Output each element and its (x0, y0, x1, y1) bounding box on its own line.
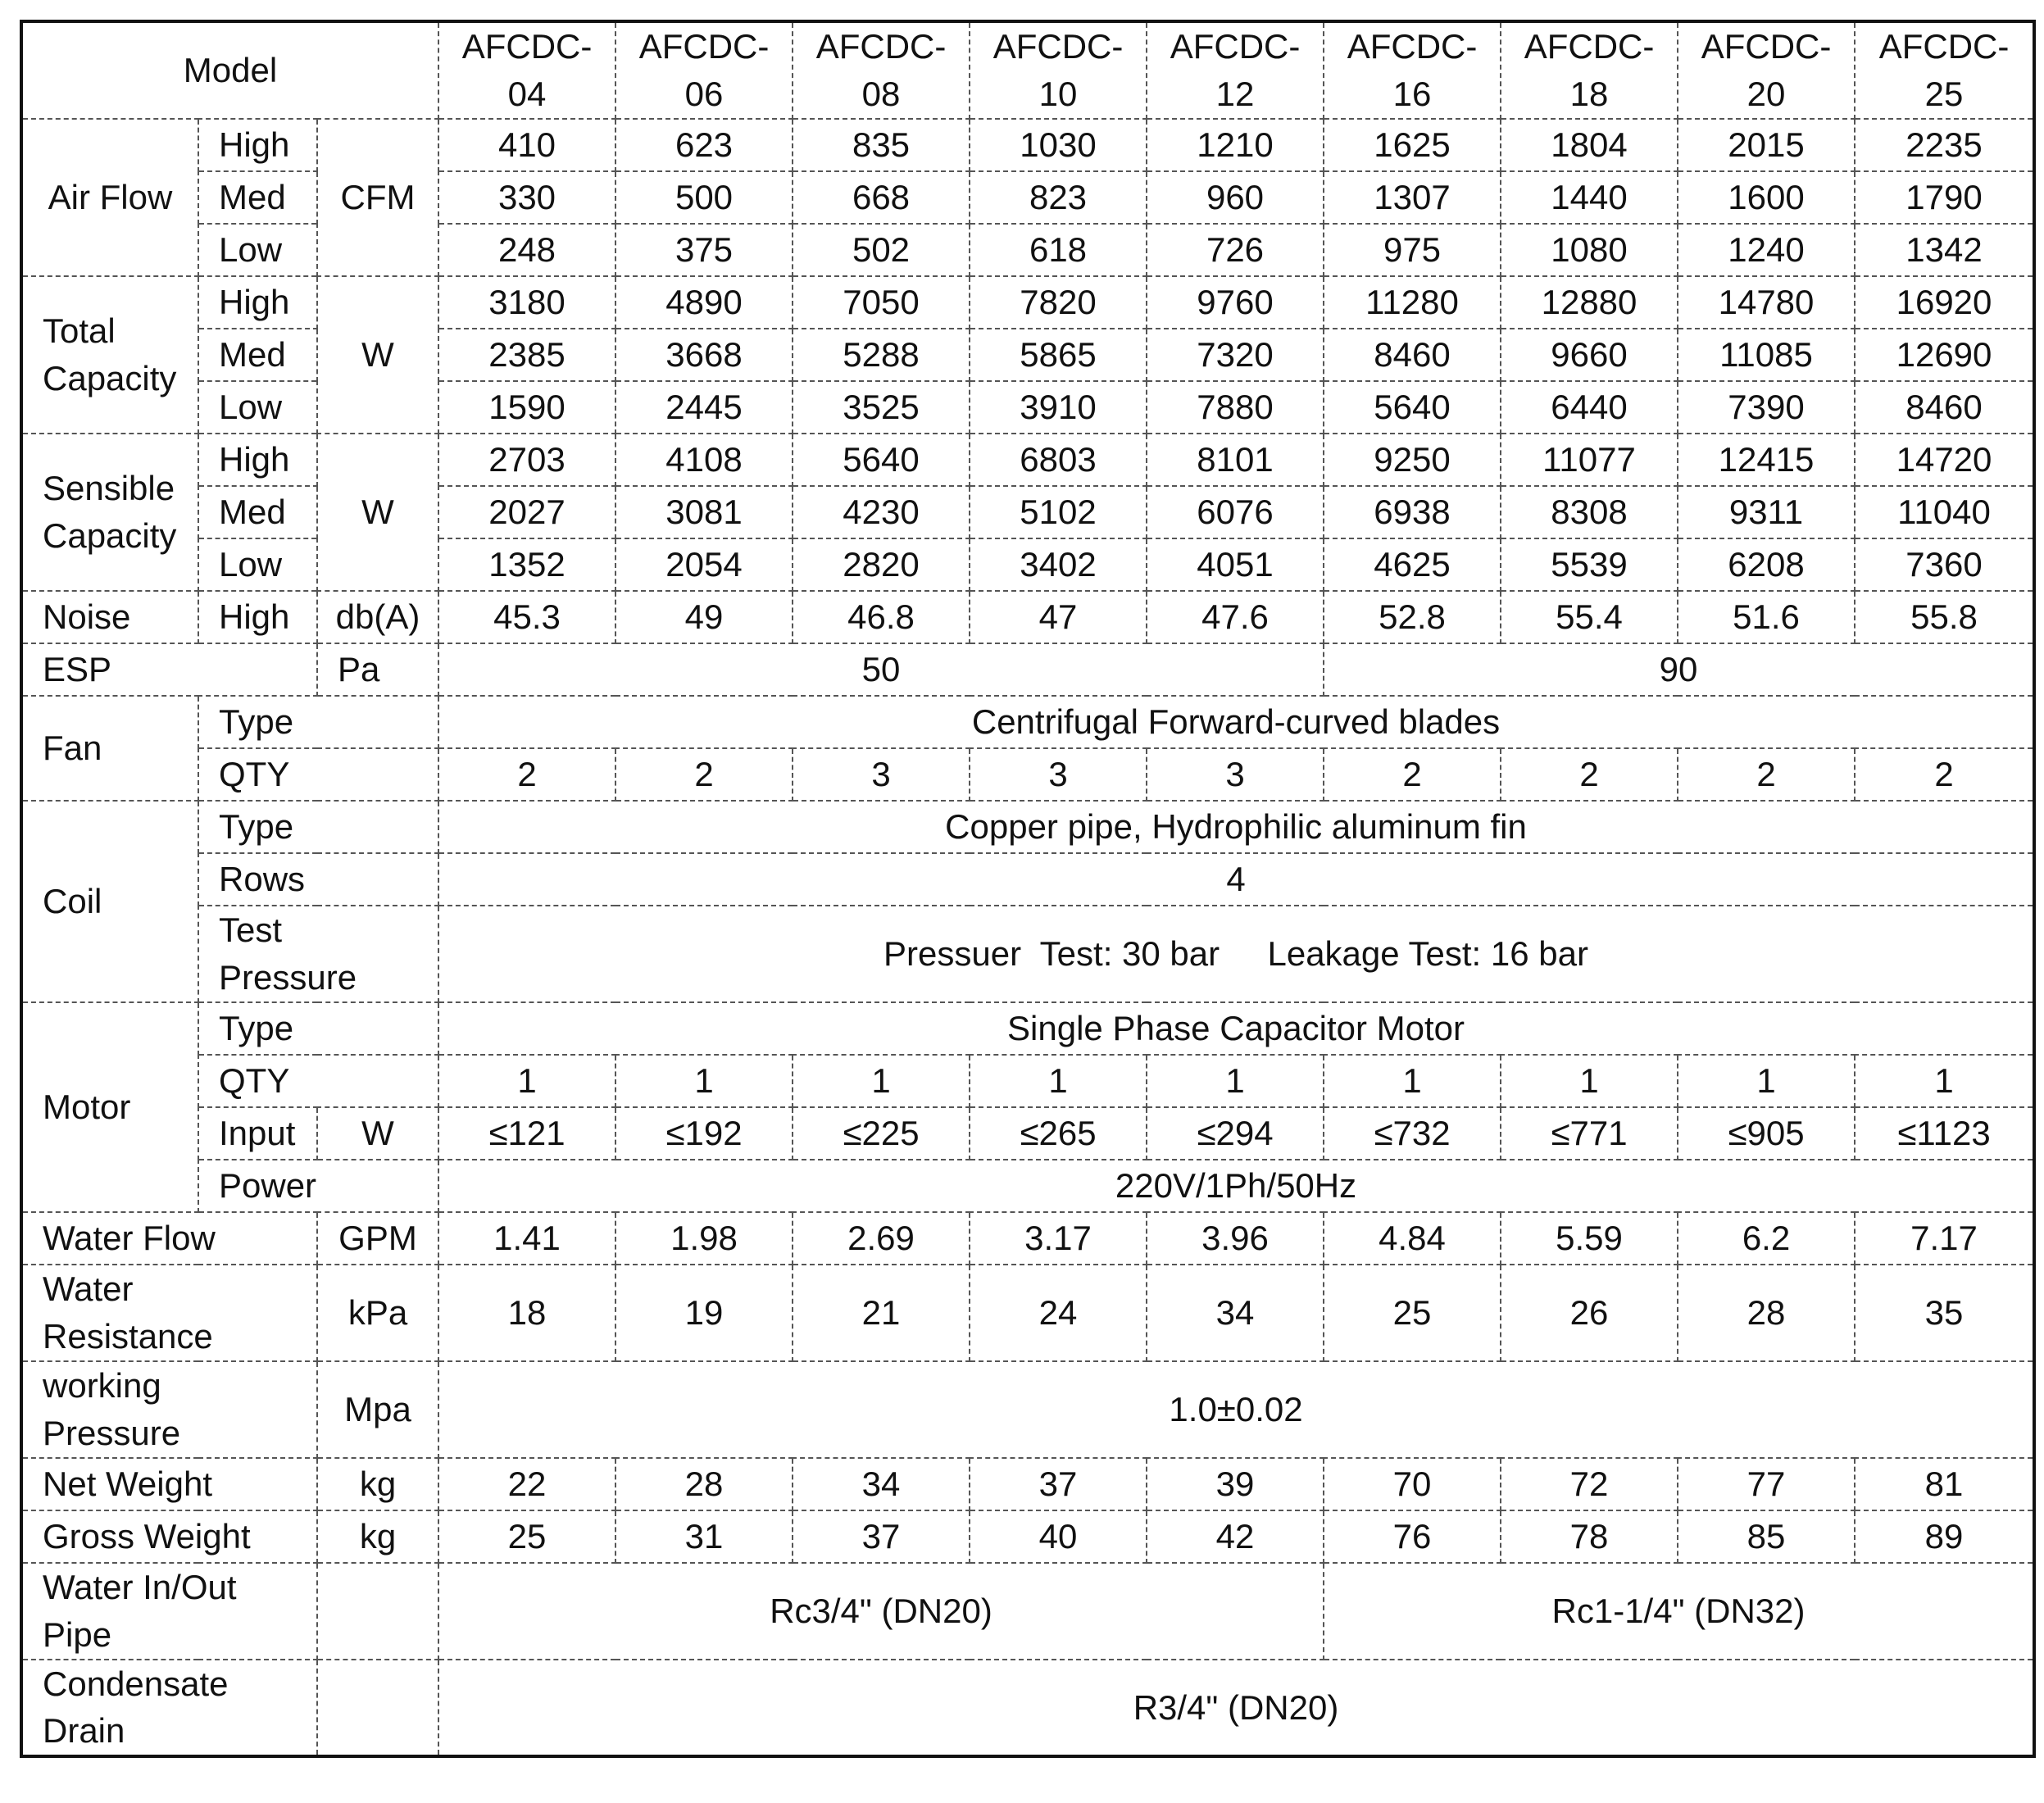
value-cell: 77 (1678, 1458, 1855, 1510)
value-cell: 35 (1855, 1265, 2034, 1361)
model-name: AFCDC- 18 (1501, 21, 1678, 119)
value-cell: 47.6 (1147, 591, 1324, 643)
water-flow-row (21, 1212, 2034, 1265)
value-cell: 72 (1501, 1458, 1678, 1510)
value-cell: 11077 (1501, 434, 1678, 486)
motor-input-row (21, 1107, 2034, 1160)
value-cell: 1210 (1147, 119, 1324, 171)
speed-label: Med (198, 486, 317, 538)
value-cell: 726 (1147, 224, 1324, 276)
motor-type-row (21, 1002, 2034, 1055)
model-name: AFCDC- 08 (793, 21, 970, 119)
fan-type-row (21, 696, 2034, 748)
esp-value-small: 50 (438, 643, 1324, 696)
value-cell: 5640 (1324, 381, 1501, 434)
water-flow-label: Water Flow (21, 1212, 317, 1265)
unit-label: W (317, 1107, 438, 1160)
value-cell: 2015 (1678, 119, 1855, 171)
value-cell: 4051 (1147, 538, 1324, 591)
value-cell: 5539 (1501, 538, 1678, 591)
value-cell: ≤121 (438, 1107, 615, 1160)
water-pipe-value-small: Rc3/4" (DN20) (438, 1563, 1324, 1660)
sensible-capacity-high-row (21, 434, 2034, 486)
value-cell: 81 (1855, 1458, 2034, 1510)
value-cell: 2.69 (793, 1212, 970, 1265)
value-cell: 823 (970, 171, 1147, 224)
water-resistance-row (21, 1265, 2034, 1361)
value-cell: 618 (970, 224, 1147, 276)
value-cell: 3180 (438, 276, 615, 329)
value-cell: 5865 (970, 329, 1147, 381)
unit-label: kg (317, 1458, 438, 1510)
value-cell: 3 (1147, 748, 1324, 801)
value-cell: 47 (970, 591, 1147, 643)
motor-power-label: Power (198, 1160, 438, 1212)
motor-input-label: Input (198, 1107, 317, 1160)
value-cell: 1307 (1324, 171, 1501, 224)
value-cell: 1030 (970, 119, 1147, 171)
value-cell: 2 (1501, 748, 1678, 801)
coil-type-row (21, 801, 2034, 853)
value-cell: 7050 (793, 276, 970, 329)
value-cell: ≤192 (615, 1107, 793, 1160)
unit-label: kg (317, 1510, 438, 1563)
value-cell: 7390 (1678, 381, 1855, 434)
water-pipe-label: Water In/Out Pipe (21, 1563, 317, 1660)
value-cell: 2385 (438, 329, 615, 381)
value-cell: ≤265 (970, 1107, 1147, 1160)
value-cell: 2703 (438, 434, 615, 486)
spec-table (20, 20, 2036, 1758)
value-cell: 18 (438, 1265, 615, 1361)
fan-label: Fan (21, 696, 198, 801)
value-cell: 49 (615, 591, 793, 643)
air-flow-label: Air Flow (21, 119, 198, 276)
coil-rows-label: Rows (198, 853, 438, 906)
value-cell: 1352 (438, 538, 615, 591)
value-cell: 7320 (1147, 329, 1324, 381)
value-cell: 4108 (615, 434, 793, 486)
value-cell: 6208 (1678, 538, 1855, 591)
speed-label: High (198, 119, 317, 171)
value-cell: 3402 (970, 538, 1147, 591)
value-cell: 1240 (1678, 224, 1855, 276)
value-cell: 55.4 (1501, 591, 1678, 643)
value-cell: 12690 (1855, 329, 2034, 381)
value-cell: 76 (1324, 1510, 1501, 1563)
value-cell: 6803 (970, 434, 1147, 486)
fan-type-label: Type (198, 696, 438, 748)
value-cell: 3910 (970, 381, 1147, 434)
value-cell: 14780 (1678, 276, 1855, 329)
value-cell: 1790 (1855, 171, 2034, 224)
value-cell: 4.84 (1324, 1212, 1501, 1265)
unit-label: GPM (317, 1212, 438, 1265)
value-cell: 1 (1147, 1055, 1324, 1107)
value-cell: 1 (1855, 1055, 2034, 1107)
speed-label: Low (198, 224, 317, 276)
esp-row (21, 643, 2034, 696)
model-name: AFCDC- 16 (1324, 21, 1501, 119)
coil-test-value: Pressuer Test: 30 bar Leakage Test: 16 bar (438, 906, 2034, 1002)
value-cell: 25 (1324, 1265, 1501, 1361)
value-cell: ≤294 (1147, 1107, 1324, 1160)
fan-qty-row (21, 748, 2034, 801)
value-cell: 21 (793, 1265, 970, 1361)
value-cell: 55.8 (1855, 591, 2034, 643)
condensate-drain-row (21, 1660, 2034, 1757)
value-cell: 2 (615, 748, 793, 801)
water-pipe-value-large: Rc1-1/4" (DN32) (1324, 1563, 2034, 1660)
value-cell: 25 (438, 1510, 615, 1563)
value-cell: 51.6 (1678, 591, 1855, 643)
model-name: AFCDC- 20 (1678, 21, 1855, 119)
value-cell: 3 (970, 748, 1147, 801)
speed-label: High (198, 591, 317, 643)
total-capacity-high-row (21, 276, 2034, 329)
total-capacity-label: Total Capacity (21, 276, 198, 434)
value-cell: 89 (1855, 1510, 2034, 1563)
value-cell: 2820 (793, 538, 970, 591)
value-cell: 9250 (1324, 434, 1501, 486)
motor-type-value: Single Phase Capacitor Motor (438, 1002, 2034, 1055)
value-cell: 1.41 (438, 1212, 615, 1265)
value-cell: 1440 (1501, 171, 1678, 224)
value-cell: 26 (1501, 1265, 1678, 1361)
value-cell: 16920 (1855, 276, 2034, 329)
value-cell: 85 (1678, 1510, 1855, 1563)
value-cell: 8460 (1324, 329, 1501, 381)
condensate-drain-label: Condensate Drain (21, 1660, 317, 1757)
value-cell: 2054 (615, 538, 793, 591)
model-name: AFCDC- 12 (1147, 21, 1324, 119)
value-cell: 2 (438, 748, 615, 801)
noise-label: Noise (21, 591, 198, 643)
value-cell: 3.17 (970, 1212, 1147, 1265)
working-pressure-label: working Pressure (21, 1361, 317, 1458)
value-cell: 1 (615, 1055, 793, 1107)
value-cell: 1342 (1855, 224, 2034, 276)
esp-label: ESP (21, 643, 317, 696)
value-cell: 7360 (1855, 538, 2034, 591)
value-cell: ≤1123 (1855, 1107, 2034, 1160)
unit-label: kPa (317, 1265, 438, 1361)
value-cell: 500 (615, 171, 793, 224)
value-cell: 1625 (1324, 119, 1501, 171)
value-cell: 975 (1324, 224, 1501, 276)
value-cell: 5288 (793, 329, 970, 381)
coil-type-label: Type (198, 801, 438, 853)
model-label: Model (21, 21, 438, 119)
value-cell: 1804 (1501, 119, 1678, 171)
value-cell: 70 (1324, 1458, 1501, 1510)
value-cell: 2 (1678, 748, 1855, 801)
air-flow-high-row (21, 119, 2034, 171)
value-cell: 3081 (615, 486, 793, 538)
fan-qty-label: QTY (198, 748, 438, 801)
value-cell: 78 (1501, 1510, 1678, 1563)
model-name: AFCDC- 06 (615, 21, 793, 119)
value-cell: 37 (793, 1510, 970, 1563)
value-cell: 2 (1855, 748, 2034, 801)
value-cell: 8101 (1147, 434, 1324, 486)
value-cell: 1 (1324, 1055, 1501, 1107)
motor-power-value: 220V/1Ph/50Hz (438, 1160, 2034, 1212)
unit-label: Pa (317, 643, 438, 696)
motor-qty-label: QTY (198, 1055, 438, 1107)
value-cell: 1 (970, 1055, 1147, 1107)
model-name: AFCDC- 04 (438, 21, 615, 119)
value-cell: 3668 (615, 329, 793, 381)
coil-rows-row (21, 853, 2034, 906)
net-weight-row (21, 1458, 2034, 1510)
value-cell: 40 (970, 1510, 1147, 1563)
value-cell: 6076 (1147, 486, 1324, 538)
motor-type-label: Type (198, 1002, 438, 1055)
working-pressure-value: 1.0±0.02 (438, 1361, 2034, 1458)
value-cell: 1 (438, 1055, 615, 1107)
value-cell: 3 (793, 748, 970, 801)
motor-label: Motor (21, 1002, 198, 1212)
coil-label: Coil (21, 801, 198, 1002)
value-cell: 1590 (438, 381, 615, 434)
value-cell: ≤771 (1501, 1107, 1678, 1160)
value-cell: 410 (438, 119, 615, 171)
value-cell: 330 (438, 171, 615, 224)
value-cell: 8460 (1855, 381, 2034, 434)
value-cell: 5640 (793, 434, 970, 486)
value-cell: 9660 (1501, 329, 1678, 381)
value-cell: 6938 (1324, 486, 1501, 538)
value-cell: 5.59 (1501, 1212, 1678, 1265)
value-cell: 4890 (615, 276, 793, 329)
value-cell: 3525 (793, 381, 970, 434)
unit-label: db(A) (317, 591, 438, 643)
coil-type-value: Copper pipe, Hydrophilic aluminum fin (438, 801, 2034, 853)
value-cell: 375 (615, 224, 793, 276)
value-cell: 22 (438, 1458, 615, 1510)
value-cell: 8308 (1501, 486, 1678, 538)
unit-label: CFM (317, 119, 438, 276)
speed-label: Med (198, 329, 317, 381)
value-cell: 37 (970, 1458, 1147, 1510)
water-resistance-label: Water Resistance (21, 1265, 317, 1361)
value-cell: 1 (1501, 1055, 1678, 1107)
value-cell: 2235 (1855, 119, 2034, 171)
value-cell: 1.98 (615, 1212, 793, 1265)
speed-label: High (198, 276, 317, 329)
value-cell: 1 (793, 1055, 970, 1107)
value-cell: 52.8 (1324, 591, 1501, 643)
model-name: AFCDC- 10 (970, 21, 1147, 119)
unit-label-empty (317, 1660, 438, 1757)
value-cell: 248 (438, 224, 615, 276)
value-cell: 835 (793, 119, 970, 171)
sensible-capacity-label: Sensible Capacity (21, 434, 198, 591)
value-cell: 11085 (1678, 329, 1855, 381)
speed-label: Med (198, 171, 317, 224)
model-name: AFCDC- 25 (1855, 21, 2034, 119)
header-row (21, 21, 2034, 119)
speed-label: High (198, 434, 317, 486)
value-cell: 3.96 (1147, 1212, 1324, 1265)
speed-label: Low (198, 381, 317, 434)
value-cell: 7820 (970, 276, 1147, 329)
value-cell: 7880 (1147, 381, 1324, 434)
value-cell: ≤732 (1324, 1107, 1501, 1160)
coil-rows-value: 4 (438, 853, 2034, 906)
gross-weight-row (21, 1510, 2034, 1563)
motor-qty-row (21, 1055, 2034, 1107)
gross-weight-label: Gross Weight (21, 1510, 317, 1563)
value-cell: 34 (793, 1458, 970, 1510)
value-cell: 34 (1147, 1265, 1324, 1361)
noise-row (21, 591, 2034, 643)
value-cell: 14720 (1855, 434, 2034, 486)
value-cell: ≤225 (793, 1107, 970, 1160)
value-cell: 28 (1678, 1265, 1855, 1361)
value-cell: 7.17 (1855, 1212, 2034, 1265)
unit-label: W (317, 434, 438, 591)
value-cell: ≤905 (1678, 1107, 1855, 1160)
value-cell: 1080 (1501, 224, 1678, 276)
value-cell: 4625 (1324, 538, 1501, 591)
value-cell: 28 (615, 1458, 793, 1510)
esp-value-large: 90 (1324, 643, 2034, 696)
value-cell: 31 (615, 1510, 793, 1563)
working-pressure-row (21, 1361, 2034, 1458)
motor-power-row (21, 1160, 2034, 1212)
value-cell: 960 (1147, 171, 1324, 224)
value-cell: 6440 (1501, 381, 1678, 434)
value-cell: 1600 (1678, 171, 1855, 224)
value-cell: 11280 (1324, 276, 1501, 329)
value-cell: 19 (615, 1265, 793, 1361)
value-cell: 668 (793, 171, 970, 224)
net-weight-label: Net Weight (21, 1458, 317, 1510)
value-cell: 45.3 (438, 591, 615, 643)
value-cell: 39 (1147, 1458, 1324, 1510)
value-cell: 12415 (1678, 434, 1855, 486)
coil-test-row (21, 906, 2034, 1002)
value-cell: 2027 (438, 486, 615, 538)
value-cell: 42 (1147, 1510, 1324, 1563)
value-cell: 11040 (1855, 486, 2034, 538)
value-cell: 2 (1324, 748, 1501, 801)
value-cell: 6.2 (1678, 1212, 1855, 1265)
value-cell: 623 (615, 119, 793, 171)
coil-test-label: Test Pressure (198, 906, 438, 1002)
fan-type-value: Centrifugal Forward-curved blades (438, 696, 2034, 748)
unit-label-empty (317, 1563, 438, 1660)
condensate-drain-value: R3/4" (DN20) (438, 1660, 2034, 1757)
speed-label: Low (198, 538, 317, 591)
value-cell: 9760 (1147, 276, 1324, 329)
value-cell: 1 (1678, 1055, 1855, 1107)
value-cell: 2445 (615, 381, 793, 434)
unit-label: Mpa (317, 1361, 438, 1458)
value-cell: 46.8 (793, 591, 970, 643)
value-cell: 9311 (1678, 486, 1855, 538)
unit-label: W (317, 276, 438, 434)
water-pipe-row (21, 1563, 2034, 1660)
value-cell: 502 (793, 224, 970, 276)
value-cell: 24 (970, 1265, 1147, 1361)
value-cell: 5102 (970, 486, 1147, 538)
value-cell: 12880 (1501, 276, 1678, 329)
value-cell: 4230 (793, 486, 970, 538)
